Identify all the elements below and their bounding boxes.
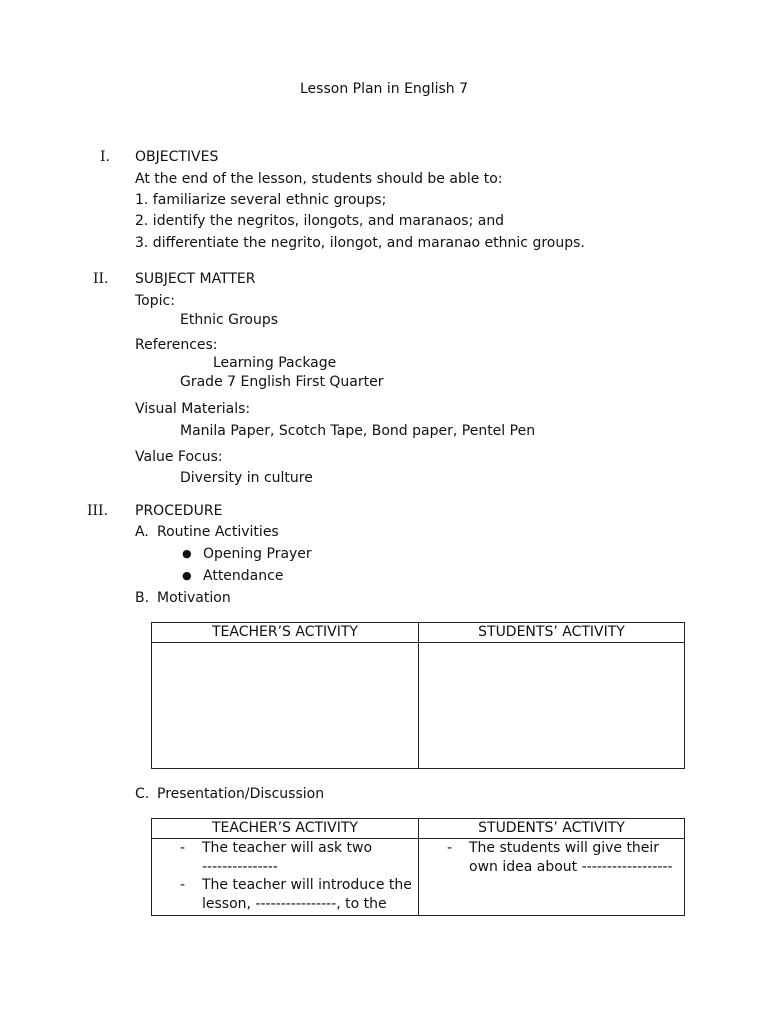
topic-value: Ethnic Groups — [180, 312, 279, 328]
teacher-activity-header: TEACHER’S ACTIVITY — [152, 623, 419, 643]
visual-materials-value: Manila Paper, Scotch Tape, Bond paper, Pentel Pen — [180, 423, 536, 439]
dash-marker: - — [447, 840, 453, 856]
table-row — [152, 643, 685, 769]
cell-line — [419, 839, 684, 858]
section-numeral-objectives: I. — [100, 149, 110, 165]
table-header-row — [152, 623, 685, 643]
procedure-heading: PROCEDURE — [135, 503, 223, 519]
cell-line — [152, 839, 418, 858]
table-row — [152, 839, 685, 916]
presentation-table — [151, 818, 685, 916]
value-focus-value: Diversity in culture — [180, 470, 313, 486]
routine-label: Routine Activities — [157, 524, 279, 540]
objectives-heading: OBJECTIVES — [135, 149, 219, 165]
motivation-label: Motivation — [157, 590, 231, 606]
cell-line — [152, 858, 418, 876]
motivation-letter: B. — [135, 590, 150, 606]
value-focus-label: Value Focus: — [135, 449, 223, 465]
teacher-line-text: The teacher will introduce the — [202, 877, 412, 893]
routine-letter: A. — [135, 524, 149, 540]
objectives-intro: At the end of the lesson, students should be able to: — [135, 171, 503, 187]
topic-label: Topic: — [135, 293, 175, 309]
objective-item: 1. familiarize several ethnic groups; — [135, 192, 387, 208]
bullet-icon: ● — [182, 547, 192, 560]
presentation-letter: C. — [135, 786, 150, 802]
student-line-text: own idea about ------------------ — [469, 859, 673, 875]
table-header-row — [152, 819, 685, 839]
page-title: Lesson Plan in English 7 — [300, 81, 468, 97]
references-line: Learning Package — [213, 355, 337, 371]
cell-line — [419, 858, 684, 877]
cell-line — [152, 895, 418, 914]
subject-matter-heading: SUBJECT MATTER — [135, 271, 256, 287]
teacher-line-text: The teacher will ask two — [202, 840, 373, 856]
motivation-table — [151, 622, 685, 769]
teacher-line-text: --------------- — [202, 859, 278, 875]
student-line-text: The students will give their — [469, 840, 660, 856]
section-numeral-subject-matter: II. — [93, 271, 109, 287]
dash-marker: - — [180, 840, 186, 856]
students-activity-header: STUDENTS’ ACTIVITY — [419, 819, 685, 839]
cell-line — [152, 876, 418, 895]
presentation-label: Presentation/Discussion — [157, 786, 325, 802]
dash-marker: - — [180, 877, 186, 893]
teacher-activity-header: TEACHER’S ACTIVITY — [152, 819, 419, 839]
teacher-line-text: lesson, ----------------, to the — [202, 896, 387, 912]
teacher-activity-cell — [152, 643, 419, 769]
references-label: References: — [135, 337, 218, 353]
bullet-icon: ● — [182, 569, 192, 582]
teacher-activity-cell — [152, 839, 419, 916]
students-activity-header: STUDENTS’ ACTIVITY — [419, 623, 685, 643]
routine-item: Attendance — [203, 568, 284, 584]
references-line: Grade 7 English First Quarter — [180, 374, 384, 390]
visual-materials-label: Visual Materials: — [135, 401, 251, 417]
routine-item: Opening Prayer — [203, 546, 312, 562]
objective-item: 3. differentiate the negrito, ilongot, and maranao ethnic groups. — [135, 235, 585, 251]
students-activity-cell — [419, 839, 685, 916]
objective-item: 2. identify the negritos, ilongots, and maranaos; and — [135, 213, 505, 229]
students-activity-cell — [419, 643, 685, 769]
section-numeral-procedure: III. — [87, 503, 109, 519]
